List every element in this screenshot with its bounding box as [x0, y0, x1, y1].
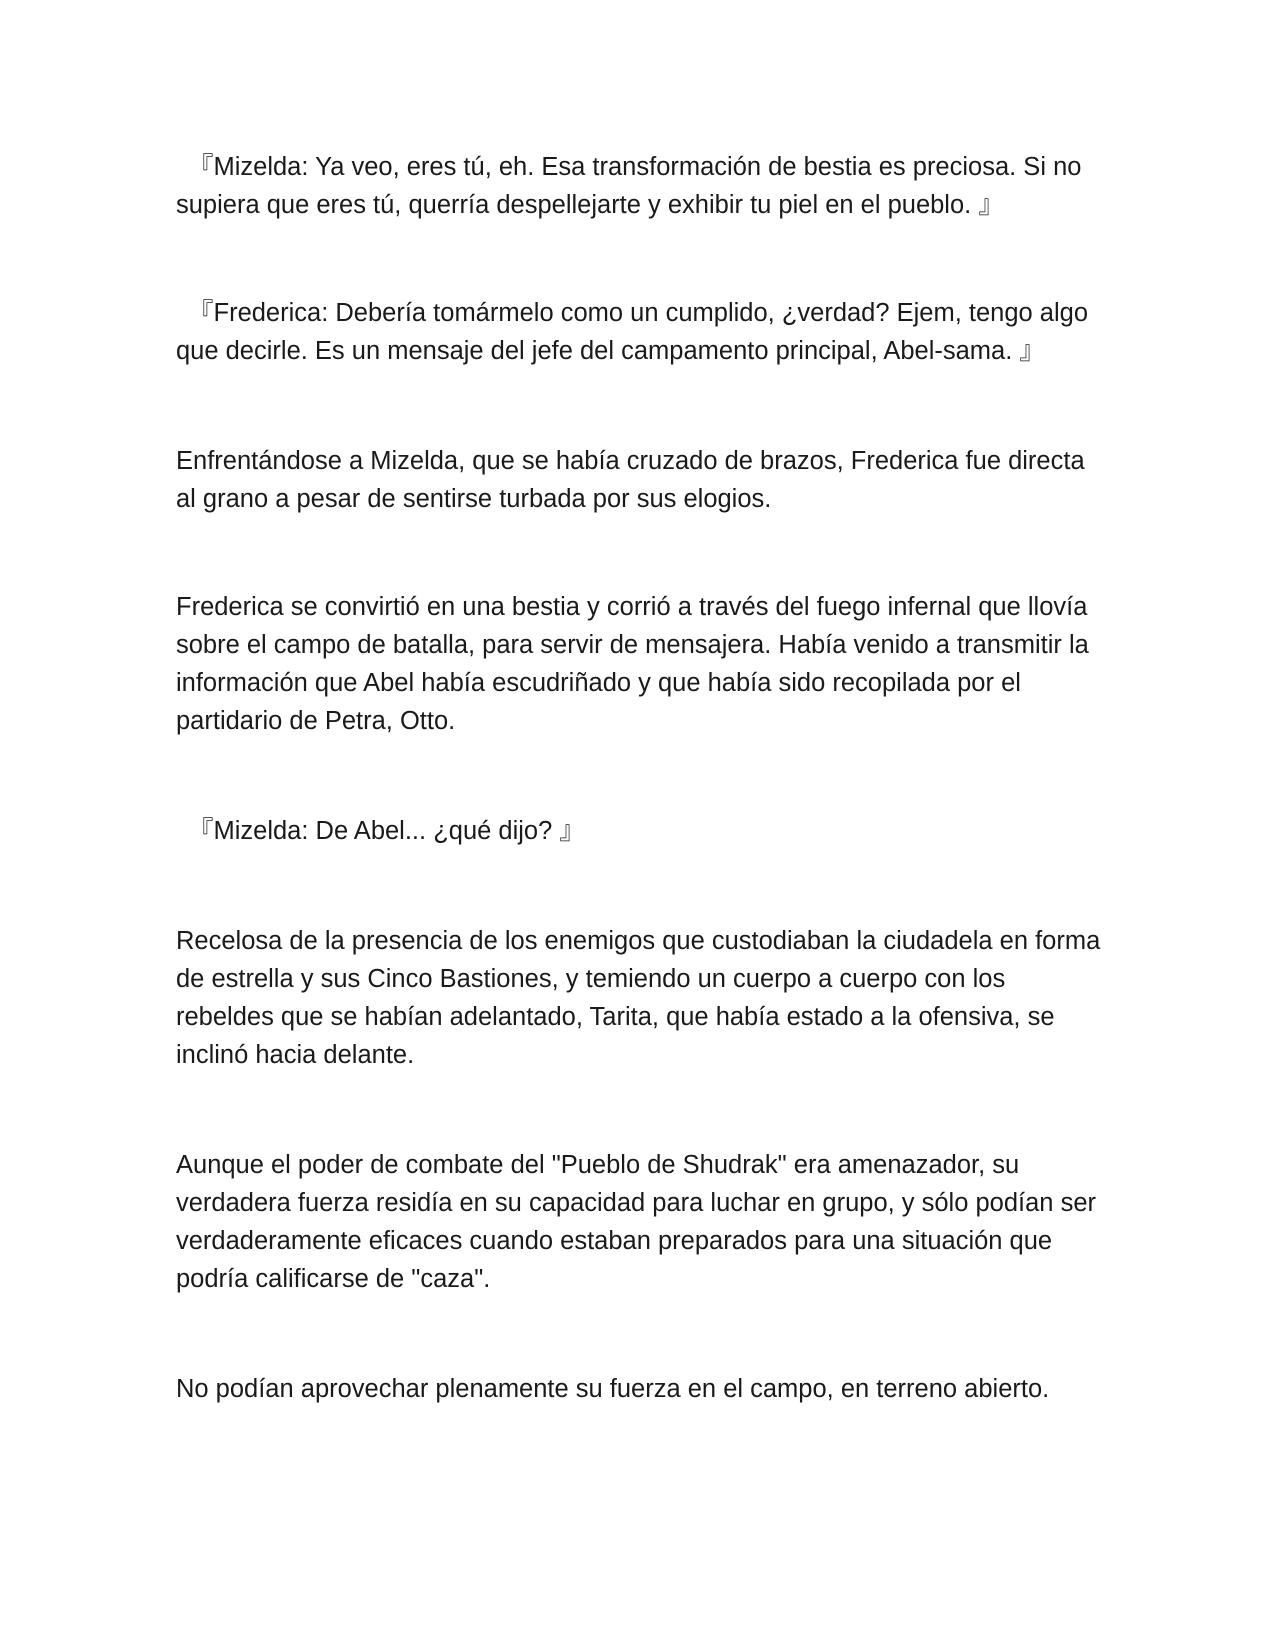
- paragraph-dialogue-mizelda: 『Mizelda: De Abel... ¿qué dijo? 』: [188, 817, 585, 845]
- paragraph-dialogue-mizelda: 『Mizelda: Ya veo, eres tú, eh. Esa transformación de bestia es preciosa. Si no supiera que eres tú, querría despellejarte y exhibir tu piel en el pueblo. 』: [176, 153, 1082, 219]
- paragraph-narration: No podían aprovechar plenamente su fuerza en el campo, en terreno abierto.: [176, 1375, 1050, 1403]
- paragraph-narration: Enfrentándose a Mizelda, que se había cruzado de brazos, Frederica fue directa al grano a pesar de sentirse turbada por sus elogios.: [176, 447, 1085, 513]
- paragraph-narration: Aunque el poder de combate del "Pueblo de Shudrak" era amenazador, su verdadera fuerza residía en su capacidad para luchar en grupo, y sólo podían ser verdaderamente eficaces cuando estaban preparados para una situación que podría calificarse de "caza".: [176, 1151, 1096, 1293]
- paragraph-dialogue-frederica: 『Frederica: Debería tomármelo como un cumplido, ¿verdad? Ejem, tengo algo que decirle. Es un mensaje del jefe del campamento principal, Abel-sama. 』: [176, 299, 1089, 365]
- paragraph-narration: Recelosa de la presencia de los enemigos que custodiaban la ciudadela en forma de estrella y sus Cinco Bastiones, y temiendo un cuerpo a cuerpo con los rebeldes que se habían adelantado, Tarita, que había estado a la ofensiva, se inclinó hacia delante.: [176, 927, 1101, 1069]
- document-body: [176, 148, 1106, 1408]
- paragraph-narration: Frederica se convirtió en una bestia y corrió a través del fuego infernal que llovía sobre el campo de batalla, para servir de mensajera. Había venido a transmitir la información que Abel había escudriñado y que había sido recopilada por el partidario de Petra, Otto.: [176, 593, 1089, 735]
